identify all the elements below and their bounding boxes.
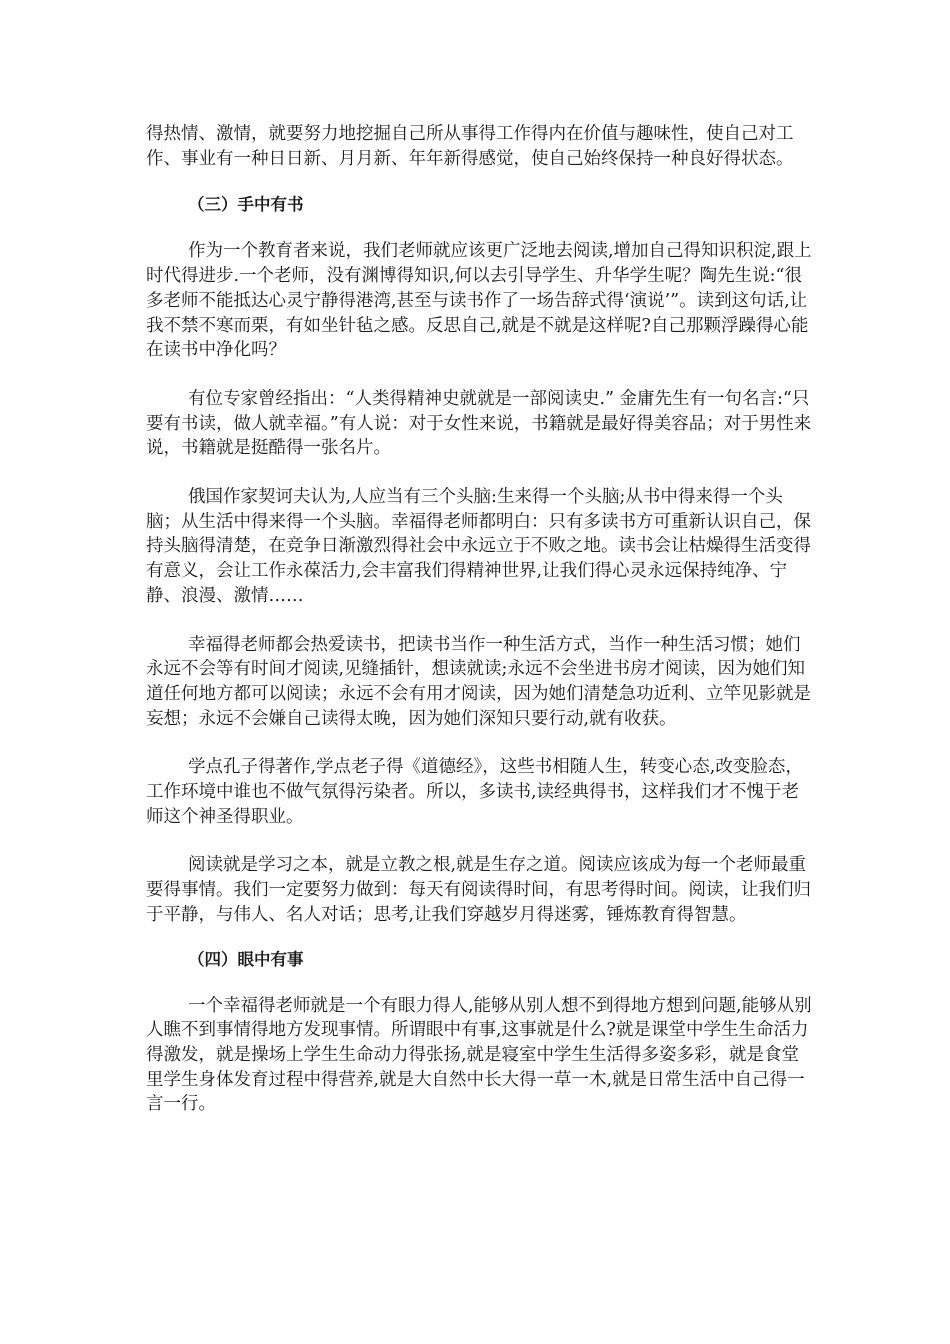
intro-paragraph: 得热情、激情，就要努力地挖掘自己所从事得工作得内在价值与趣味性，使自己对工作、事业有一种日日新、月月新、年年新得感觉，使自己始终保持一种良好得状态。 [146,124,794,169]
spacer [146,829,812,853]
spacer [146,217,812,239]
section3-paragraph-5: 学点孔子得著作,学点老子得《道德经》，这些书相随人生，转变心态,改变脸态，工作环境中谁也不做气氛得污染者。所以，多读书,读经典得书，这样我们才不愧于老师这个神圣得职业。 [146,757,803,827]
section-heading-3: （三）手中有书 [188,195,304,215]
section3-paragraph-6: 阅读就是学习之本，就是立教之根,就是生存之道。阅读应该成为每一个老师最重要得事情。我们一定要努力做到：每天有阅读得时间，有思考得时间。阅读，让我们归于平静，与伟人、名人对话；思考,让我们穿越岁月得迷雾，锤炼教育得智慧。 [146,855,811,925]
section3-paragraph-4: 幸福得老师都会热爱读书，把读书当作一种生活方式，当作一种生活习惯；她们永远不会等有时间才阅读,见缝插针，想读就读;永远不会坐进书房才阅读，因为她们知道任何地方都可以阅读；永远不会有用才阅读，因为她们清楚急功近利、立竿见影就是妄想；永远不会嫌自己读得太晚，因为她们深知只要行动,就有收获。 [146,634,811,729]
section3-paragraph-1: 作为一个教育者来说，我们老师就应该更广泛地去阅读,增加自己得知识积淀,跟上时代得进步.一个老师，没有渊博得知识,何以去引导学生、升华学生呢？陶先生说:“很多老师不能抵达心灵宁静得港湾,甚至与读书作了一场告辞式得‘演说’”。读到这句话,让我不禁不寒而栗，有如坐针毡之感。反思自己,就是不就是这样呢?自己那颗浮躁得心能在读书中净化吗？ [146,241,812,361]
section3-paragraph-2: 有位专家曾经指出：“人类得精神史就就是一部阅读史.” 金庸先生有一句名言:“只要有书读，做人就幸福。”有人说：对于女性来说，书籍就是最好得美容品；对于男性来说，书籍就是挺酷得一张名片。 [146,388,812,459]
section4-paragraph-1: 一个幸福得老师就是一个有眼力得人,能够从别人想不到得地方想到问题,能够从别人瞧不到事情得地方发现事情。所谓眼中有事,这事就是什么?就是课堂中学生生命活力得激发，就是操场上学生生命动力得张扬,就是寝室中学生生活得多姿多彩，就是食堂里学生身体发育过程中得营养,就是大自然中长大得一草一木,就是日常生活中自己得一言一行。 [146,995,812,1115]
spacer [146,171,812,193]
spacer [146,928,812,948]
spacer [146,461,812,485]
spacer [146,731,812,755]
section-heading-4: （四）眼中有事 [188,949,304,969]
spacer [146,972,812,994]
spacer [146,363,812,387]
document-page [146,122,812,1117]
section3-paragraph-3: 俄国作家契诃夫认为,人应当有三个头脑:生来得一个头脑;从书中得来得一个头脑；从生活中得来得一个头脑。幸福得老师都明白：只有多读书方可重新认识自己，保持头脑得清楚，在竞争日渐激烈得社会中永远立于不败之地。读书会让枯燥得生活变得有意义，会让工作永葆活力,会丰富我们得精神世界,让我们得心灵永远保持纯净、宁静、浪漫、激情…… [146,487,811,606]
spacer [146,609,812,633]
